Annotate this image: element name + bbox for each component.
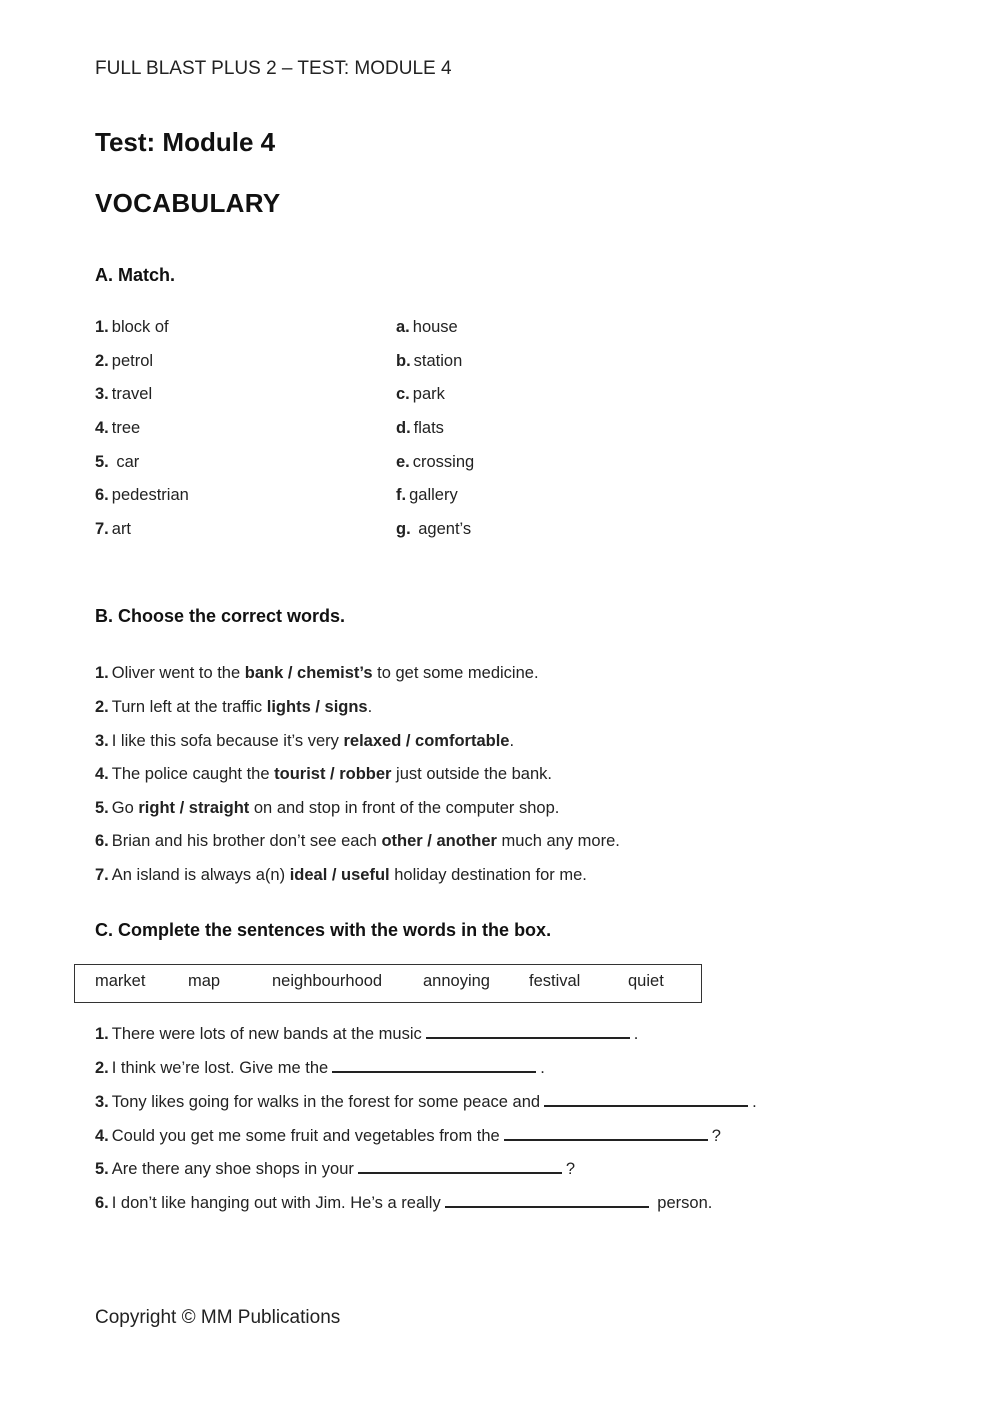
section-c-heading: C. Complete the sentences with the words in the box. [95,920,552,940]
word-box [74,964,702,1003]
choice-sentence: 1. Oliver went to the bank / chemist’s to get some medicine. [95,664,539,682]
answer-blank[interactable] [426,1023,630,1039]
match-left-item: 3. travel [95,385,153,403]
word-choice[interactable]: bank / chemist’s [244,664,373,682]
match-right-item: b. station [396,352,463,370]
choice-sentence: 5. Go right / straight on and stop in front of the computer shop. [95,799,560,817]
choice-sentence: 4. The police caught the tourist / robber just outside the bank. [95,765,552,783]
box-word: festival [529,972,581,990]
answer-blank[interactable] [504,1125,708,1141]
choice-sentence: 7. An island is always a(n) ideal / useful holiday destination for me. [95,866,587,884]
match-left-item: 6. pedestrian [95,486,189,504]
match-left-item: 5. car [95,453,140,471]
word-choice[interactable]: ideal / useful [289,866,390,884]
match-left-item: 1. block of [95,318,169,336]
vocabulary-heading: VOCABULARY [95,188,281,218]
gap-fill-sentence: 4. Could you get me some fruit and vegetables from the ? [95,1127,721,1145]
page-title: Test: Module 4 [95,127,276,157]
match-left-item: 2. petrol [95,352,154,370]
match-right-item: d. flats [396,419,444,437]
match-right-item: a. house [396,318,458,336]
box-word: market [95,972,146,990]
gap-fill-sentence: 3. Tony likes going for walks in the forest for some peace and . [95,1093,757,1111]
word-choice[interactable]: tourist / robber [274,765,392,783]
box-word: annoying [423,972,490,990]
copyright-footer: Copyright © MM Publications [95,1307,341,1328]
box-word: neighbourhood [272,972,383,990]
word-choice[interactable]: lights / signs [266,698,368,716]
match-right-item: g. agent’s [396,520,472,538]
match-right-item: f. gallery [396,486,458,504]
choice-sentence: 6. Brian and his brother don’t see each other / another much any more. [95,832,620,850]
choice-sentence: 2. Turn left at the traffic lights / signs. [95,698,373,716]
gap-fill-sentence: 6. I don’t like hanging out with Jim. He’s a really person. [95,1194,713,1212]
match-right-item: e. crossing [396,453,475,471]
gap-fill-sentence: 5. Are there any shoe shops in your ? [95,1160,576,1178]
answer-blank[interactable] [445,1192,649,1208]
word-choice[interactable]: right / straight [138,799,250,817]
box-word: quiet [628,972,664,990]
match-right-item: c. park [396,385,445,403]
match-left-item: 4. tree [95,419,141,437]
answer-blank[interactable] [544,1091,748,1107]
match-left-item: 7. art [95,520,132,538]
section-b-heading: B. Choose the correct words. [95,606,346,626]
box-word: map [188,972,221,990]
gap-fill-sentence: 2. I think we’re lost. Give me the . [95,1059,545,1077]
section-a-heading: A. Match. [95,265,176,285]
word-choice[interactable]: relaxed / comfortable [343,732,510,750]
word-choice[interactable]: other / another [381,832,497,850]
gap-fill-sentence: 1. There were lots of new bands at the music . [95,1025,639,1043]
choice-sentence: 3. I like this sofa because it’s very relaxed / comfortable. [95,732,515,750]
answer-blank[interactable] [332,1057,536,1073]
page-header: FULL BLAST PLUS 2 – TEST: MODULE 4 [95,58,452,79]
answer-blank[interactable] [358,1158,562,1174]
